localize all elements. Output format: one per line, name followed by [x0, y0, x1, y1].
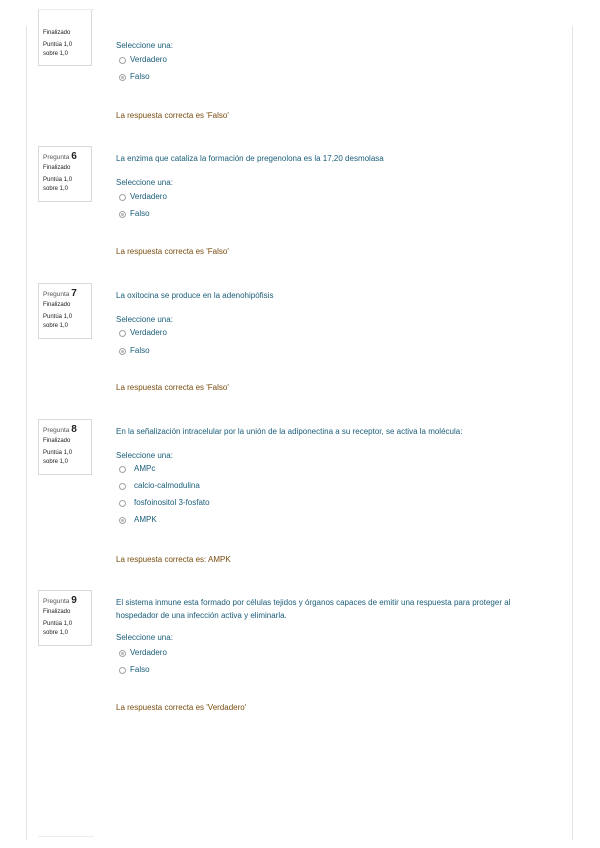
- question-state: Finalizado: [43, 609, 71, 615]
- radio-button[interactable]: [119, 483, 126, 490]
- radio-button[interactable]: [119, 57, 126, 64]
- option-row[interactable]: [119, 665, 150, 675]
- radio-button[interactable]: [119, 500, 126, 507]
- question-state: Finalizado: [43, 30, 71, 36]
- question-grade: Puntúa 1,0 sobre 1,0: [43, 177, 73, 192]
- question-state: Finalizado: [43, 165, 71, 171]
- question-number-value: 7: [71, 288, 77, 299]
- correct-answer-feedback: La respuesta correcta es 'Falso': [116, 111, 229, 120]
- option-row[interactable]: [119, 515, 157, 525]
- question-grade: Puntúa 1,0 sobre 1,0: [43, 42, 73, 57]
- question-text: La oxitocina se produce en la adenohipófisis: [116, 291, 274, 300]
- option-row[interactable]: [119, 464, 155, 474]
- option-label: Falso: [130, 665, 150, 674]
- option-label: Verdadero: [130, 192, 167, 201]
- option-row[interactable]: [119, 55, 167, 65]
- question-info-7: [38, 283, 92, 339]
- correct-answer-feedback: La respuesta correcta es 'Verdadero': [116, 703, 247, 712]
- page-frame-left: [26, 26, 27, 840]
- question-number-value: 9: [71, 595, 77, 606]
- question-state: Finalizado: [43, 302, 71, 308]
- question-number-label: Pregunta: [43, 598, 70, 605]
- question-number-label: Pregunta: [43, 427, 70, 434]
- option-label: Falso: [130, 72, 150, 81]
- question-grade: Puntúa 1,0 sobre 1,0: [43, 621, 73, 636]
- question-number: [43, 594, 87, 607]
- question-number: [43, 150, 87, 163]
- question-number: [43, 423, 87, 436]
- page-frame-bottom: [38, 836, 94, 837]
- question-info-5: [38, 10, 92, 66]
- option-label: Verdadero: [130, 328, 167, 337]
- select-prompt: Seleccione una:: [116, 451, 173, 460]
- radio-button[interactable]: [119, 74, 126, 81]
- correct-answer-feedback: La respuesta correcta es 'Falso': [116, 247, 229, 256]
- option-label: fosfoinositol 3-fosfato: [134, 498, 210, 507]
- radio-button[interactable]: [119, 650, 126, 657]
- select-prompt: Seleccione una:: [116, 633, 173, 642]
- question-grade: Puntúa 1,0 sobre 1,0: [43, 314, 73, 329]
- radio-button[interactable]: [119, 211, 126, 218]
- radio-button[interactable]: [119, 330, 126, 337]
- question-number-label: Pregunta: [43, 291, 70, 298]
- question-info-8: [38, 419, 92, 475]
- option-row[interactable]: [119, 192, 167, 202]
- page-frame-right: [572, 26, 573, 840]
- question-state: Finalizado: [43, 438, 71, 444]
- option-label: Verdadero: [130, 648, 167, 657]
- radio-button[interactable]: [119, 466, 126, 473]
- question-text: El sistema inmune esta formado por células tejidos y órganos capaces de emitir una respuesta para proteger al hospedador de una infección activa y eliminarla.: [116, 598, 511, 620]
- select-prompt: Seleccione una:: [116, 178, 173, 187]
- option-label: calcio-calmodulina: [134, 481, 200, 490]
- question-info-6: [38, 146, 92, 202]
- question-info-9: [38, 590, 92, 646]
- question-text: La enzima que cataliza la formación de pregenolona es la 17,20 desmolasa: [116, 154, 384, 163]
- radio-button[interactable]: [119, 348, 126, 355]
- option-label: Falso: [130, 346, 150, 355]
- question-number-label: Pregunta: [43, 154, 70, 161]
- radio-button[interactable]: [119, 517, 126, 524]
- option-label: AMPK: [134, 515, 157, 524]
- option-label: Falso: [130, 209, 150, 218]
- question-grade: Puntúa 1,0 sobre 1,0: [43, 450, 73, 465]
- correct-answer-feedback: La respuesta correcta es: AMPK: [116, 555, 231, 564]
- option-row[interactable]: [119, 498, 210, 508]
- select-prompt: Seleccione una:: [116, 315, 173, 324]
- question-number-value: 8: [71, 424, 77, 435]
- option-row[interactable]: [119, 72, 150, 82]
- option-row[interactable]: [119, 481, 200, 491]
- option-label: AMPc: [134, 464, 156, 473]
- option-row[interactable]: [119, 346, 150, 356]
- radio-button[interactable]: [119, 667, 126, 674]
- select-prompt: Seleccione una:: [116, 41, 173, 50]
- option-label: Verdadero: [130, 55, 167, 64]
- question-number: [43, 287, 87, 300]
- option-row[interactable]: [119, 328, 167, 338]
- question-number-value: 6: [71, 151, 77, 162]
- question-text: En la señalización intracelular por la unión de la adiponectina a su receptor, se activa la molécula:: [116, 427, 463, 436]
- option-row[interactable]: [119, 209, 150, 219]
- correct-answer-feedback: La respuesta correcta es 'Falso': [116, 383, 229, 392]
- radio-button[interactable]: [119, 194, 126, 201]
- option-row[interactable]: [119, 648, 167, 658]
